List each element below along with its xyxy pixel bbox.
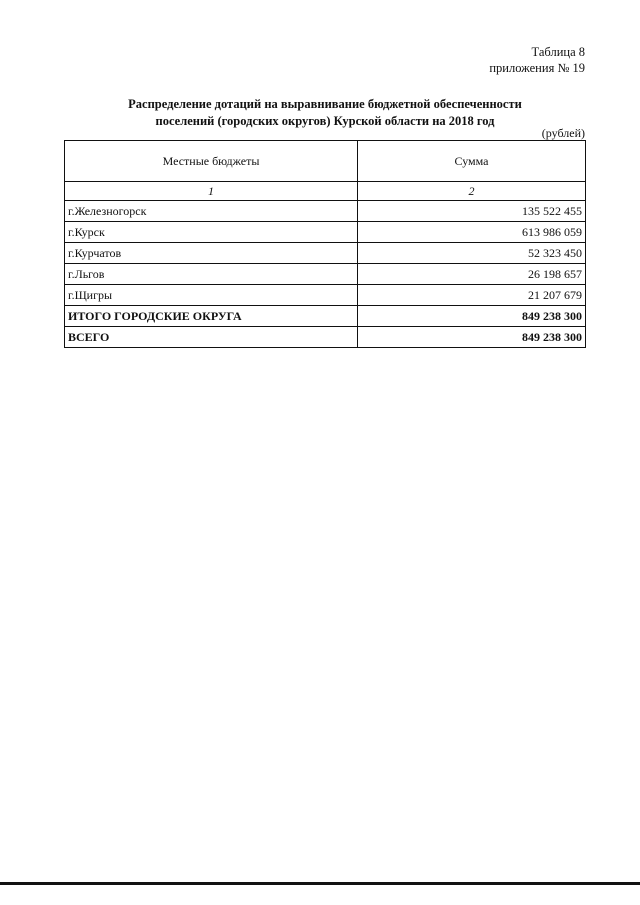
row-amount: 135 522 455 — [358, 201, 586, 222]
row-name: г.Железногорск — [65, 201, 358, 222]
row-amount: 21 207 679 — [358, 285, 586, 306]
column-header-budgets: Местные бюджеты — [65, 141, 358, 182]
row-amount: 26 198 657 — [358, 264, 586, 285]
column-number-2: 2 — [358, 182, 586, 201]
subtotal-row — [65, 306, 586, 327]
table-row — [65, 264, 586, 285]
column-header-amount: Сумма — [358, 141, 586, 182]
subtotal-amount: 849 238 300 — [358, 306, 586, 327]
document-title — [60, 96, 590, 130]
row-name: г.Курск — [65, 222, 358, 243]
table-row — [65, 222, 586, 243]
units-label: (рублей) — [541, 126, 585, 140]
table-row — [65, 285, 586, 306]
column-number-row — [65, 182, 586, 201]
budget-table — [64, 140, 586, 348]
table-reference — [489, 44, 585, 76]
total-label: ВСЕГО — [65, 327, 358, 348]
table-row — [65, 243, 586, 264]
row-amount: 52 323 450 — [358, 243, 586, 264]
title-line-2: поселений (городских округов) Курской области на 2018 год — [155, 114, 495, 128]
subtotal-label: ИТОГО ГОРОДСКИЕ ОКРУГА — [65, 306, 358, 327]
table-number: Таблица 8 — [531, 45, 585, 59]
table-header-row — [65, 141, 586, 182]
appendix-reference: приложения № 19 — [489, 61, 585, 75]
row-amount: 613 986 059 — [358, 222, 586, 243]
row-name: г.Льгов — [65, 264, 358, 285]
total-row — [65, 327, 586, 348]
row-name: г.Щигры — [65, 285, 358, 306]
row-name: г.Курчатов — [65, 243, 358, 264]
bottom-scan-rule — [0, 882, 640, 885]
table-row — [65, 201, 586, 222]
title-line-1: Распределение дотаций на выравнивание бюджетной обеспеченности — [128, 97, 522, 111]
total-amount: 849 238 300 — [358, 327, 586, 348]
column-number-1: 1 — [65, 182, 358, 201]
